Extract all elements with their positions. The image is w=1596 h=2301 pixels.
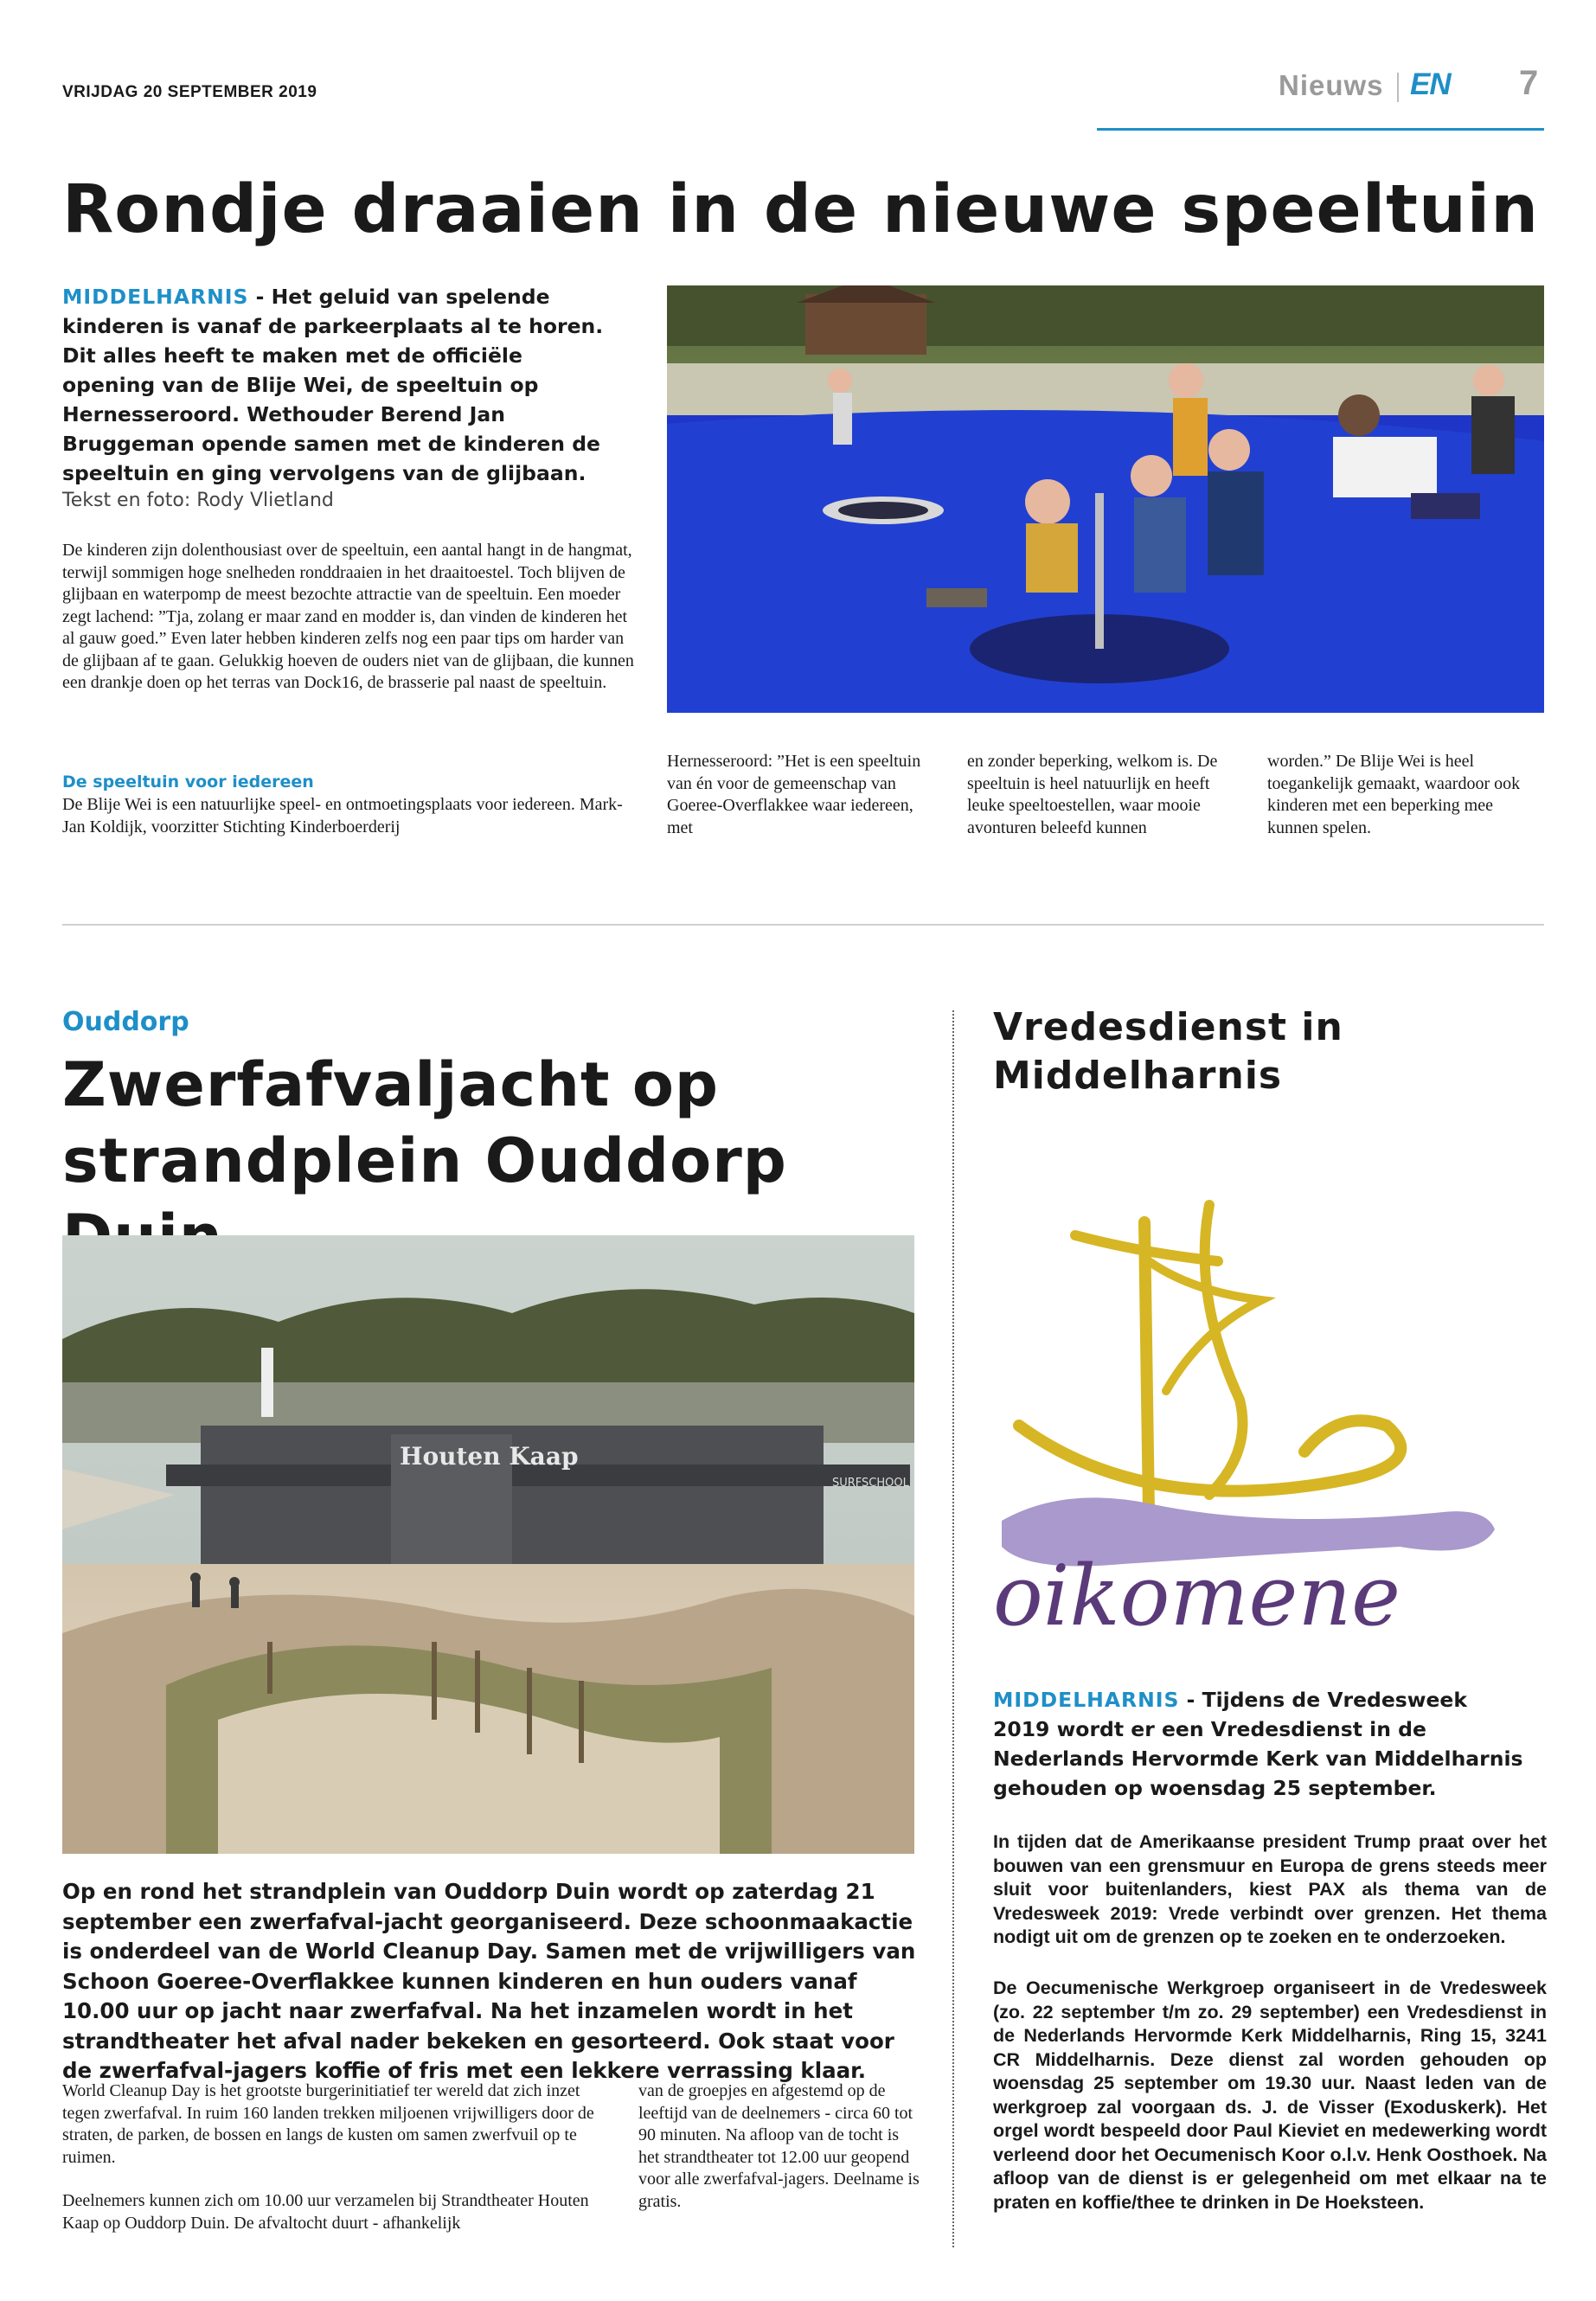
- header-separator: [1397, 73, 1399, 102]
- article3-paragraph-1: In tijden dat de Amerikaanse president Trump praat over het bouwen van een grensmuur en Europa de grens steeds meer sluit voor buitenlanders, kiest PAX als thema van de Vredesweek 2019: Vrede verbindt over grenzen. Het thema nodigt uit om de grenzen op te zoeken en te onderzoeken.: [993, 1831, 1547, 1947]
- article2-kicker: Ouddorp: [62, 1007, 189, 1037]
- article3-lead-text: - Tijdens de Vredesweek 2019 wordt er een Vredesdienst in de Nederlands Hervormde Kerk van Middelharnis gehouden op woensdag 25 september.: [993, 1688, 1523, 1800]
- article1-body: De kinderen zijn dolenthousiast over de speeltuin, een aantal hangt in de hangmat, terwijl sommigen hoge snelheden ronddraaien in het draaitoestel. Toch blijven de glijbaan en waterpomp de meest bezochte attractie van de speeltuin. Een moeder zegt lachend: ”Tja, zolang er maar zand en modder is, dan vinden de kinderen het al gauw goed.” Even later hebben kinderen zelfs nog een paar tips om harder van de glijbaan af te gaan. Gelukkig hoeven de ouders niet van de glijbaan, die kunnen een drankje doen op het terras van Dock16, de brasserie pal naast de speeltuin.: [62, 541, 634, 692]
- article1-column-2: en zonder beperking, welkom is. De speeltuin is heel natuurlijk en heeft leuke speeltoestellen, waar mooie avonturen beleefd kunnen: [967, 752, 1218, 837]
- article2-body-1b: Deelnemers kunnen zich om 10.00 uur verzamelen bij Strandtheater Houten Kaap op Ouddorp Duin. De afvaltocht duurt - afhankelijk: [62, 2191, 589, 2233]
- beach-pavilion-photo: [62, 1235, 914, 1854]
- pavilion-sign: Houten Kaap: [400, 1442, 579, 1471]
- article2-body-2: van de groepjes en afgestemd op de leeftijd van de deelnemers - circa 60 tot 90 minuten. Na afloop van de tocht is het strandtheater tot 12.00 uur geopend voor alle zwerfafval-jagers. Deelname is gratis.: [638, 2081, 920, 2211]
- article1-lead: [62, 282, 616, 488]
- article1-credit: Tekst en foto: Rody Vlietland: [62, 490, 334, 511]
- article1-dateline: MIDDELHARNIS: [62, 285, 249, 309]
- section-label: Nieuws: [1279, 69, 1384, 101]
- surfschool-sign: SURFSCHOOL: [832, 1477, 909, 1490]
- article3-dateline: MIDDELHARNIS: [993, 1688, 1180, 1712]
- playground-photo: [667, 285, 1544, 713]
- article3-paragraph-2: De Oecumenische Werkgroep organiseert in de Vredesweek (zo. 22 september t/m zo. 29 september) een Vredesdienst in de Nederlands Hervormde Kerk Middelharnis, Ring 15, 3241 CR Middelharnis. Deze dienst zal worden gehouden op woensdag 25 september om 19.30 uur. Naast leden van de werkgroep zal voorgaan ds. J. de Visser (Exoduskerk). Het orgel wordt bespeeld door Paul Kieviet en medewerking wordt verleend door het Oecumenisch Koor o.l.v. Henk Oosthoek. Na afloop van de dienst is er gelegenheid om met elkaar na te praten en koffie/thee te drinken in De Hoeksteen.: [993, 1977, 1547, 2213]
- issue-date: VRIJDAG 20 SEPTEMBER 2019: [62, 83, 317, 101]
- oikomene-logo: [993, 1140, 1512, 1659]
- section-divider: [62, 924, 1544, 926]
- column-divider: [952, 1010, 954, 2247]
- article1-subheading: De speeltuin voor iedereen: [62, 772, 314, 792]
- article1-column-1: Hernesseroord: ”Het is een speeltuin van én voor de gemeenschap van Goeree-Overflakkee waar iedereen, met: [667, 752, 921, 837]
- article1-headline: Rondje draaien in de nieuwe speeltuin: [62, 171, 1540, 248]
- page-number: 7: [1519, 64, 1539, 102]
- newspaper-logo: EN: [1410, 67, 1451, 101]
- logo-wordmark: oikomene: [993, 1548, 1401, 1644]
- article2-lead: Op en rond het strandplein van Ouddorp Duin wordt op zaterdag 21 september een zwerfafval-jacht georganiseerd. Deze schoonmaakactie is onderdeel van de World Cleanup Day. Samen met de vrijwilligers van Schoon Goeree-Overflakkee kunnen kinderen en hun ouders vanaf 10.00 uur op jacht naar zwerfafval. Na het inzamelen wordt in het strandtheater het afval nader bekeken en gesorteerd. Ook staat voor de zwerfafval-jagers koffie of fris met een lekkere verrassing klaar.: [62, 1879, 916, 2083]
- article3-headline: Vredesdienst in Middelharnis: [993, 1005, 1343, 1098]
- header-rule: [1097, 128, 1544, 131]
- article1-lead-text: - Het geluid van spelende kinderen is vanaf de parkeerplaats al te horen. Dit alles heeft te maken met de officiële opening van de Blije Wei, de speeltuin op Hernesseroord. Wethouder Berend Jan Bruggeman opende samen met de kinderen de speeltuin en ging vervolgens van de glijbaan.: [62, 285, 604, 485]
- article1-body-continued: De Blije Wei is een natuurlijke speel- en ontmoetingsplaats voor iedereen. Mark-Jan Koldijk, voorzitter Stichting Kinderboerderij: [62, 795, 623, 836]
- article3-lead: [993, 1685, 1529, 1803]
- article2-body-1: World Cleanup Day is het grootste burgerinitiatief ter wereld dat zich inzet tegen zwerfafval. In ruim 160 landen trekken miljoenen vrijwilligers door de straten, de parken, de bossen en langs de kusten om samen zwerfvuil op te ruimen.: [62, 2081, 594, 2167]
- article1-column-3: worden.” De Blije Wei is heel toegankelijk gemaakt, waardoor ook kinderen met een beperking mee kunnen spelen.: [1267, 752, 1521, 837]
- article2-headline: Zwerfafvaljacht op strandplein Ouddorp: [62, 1049, 787, 1196]
